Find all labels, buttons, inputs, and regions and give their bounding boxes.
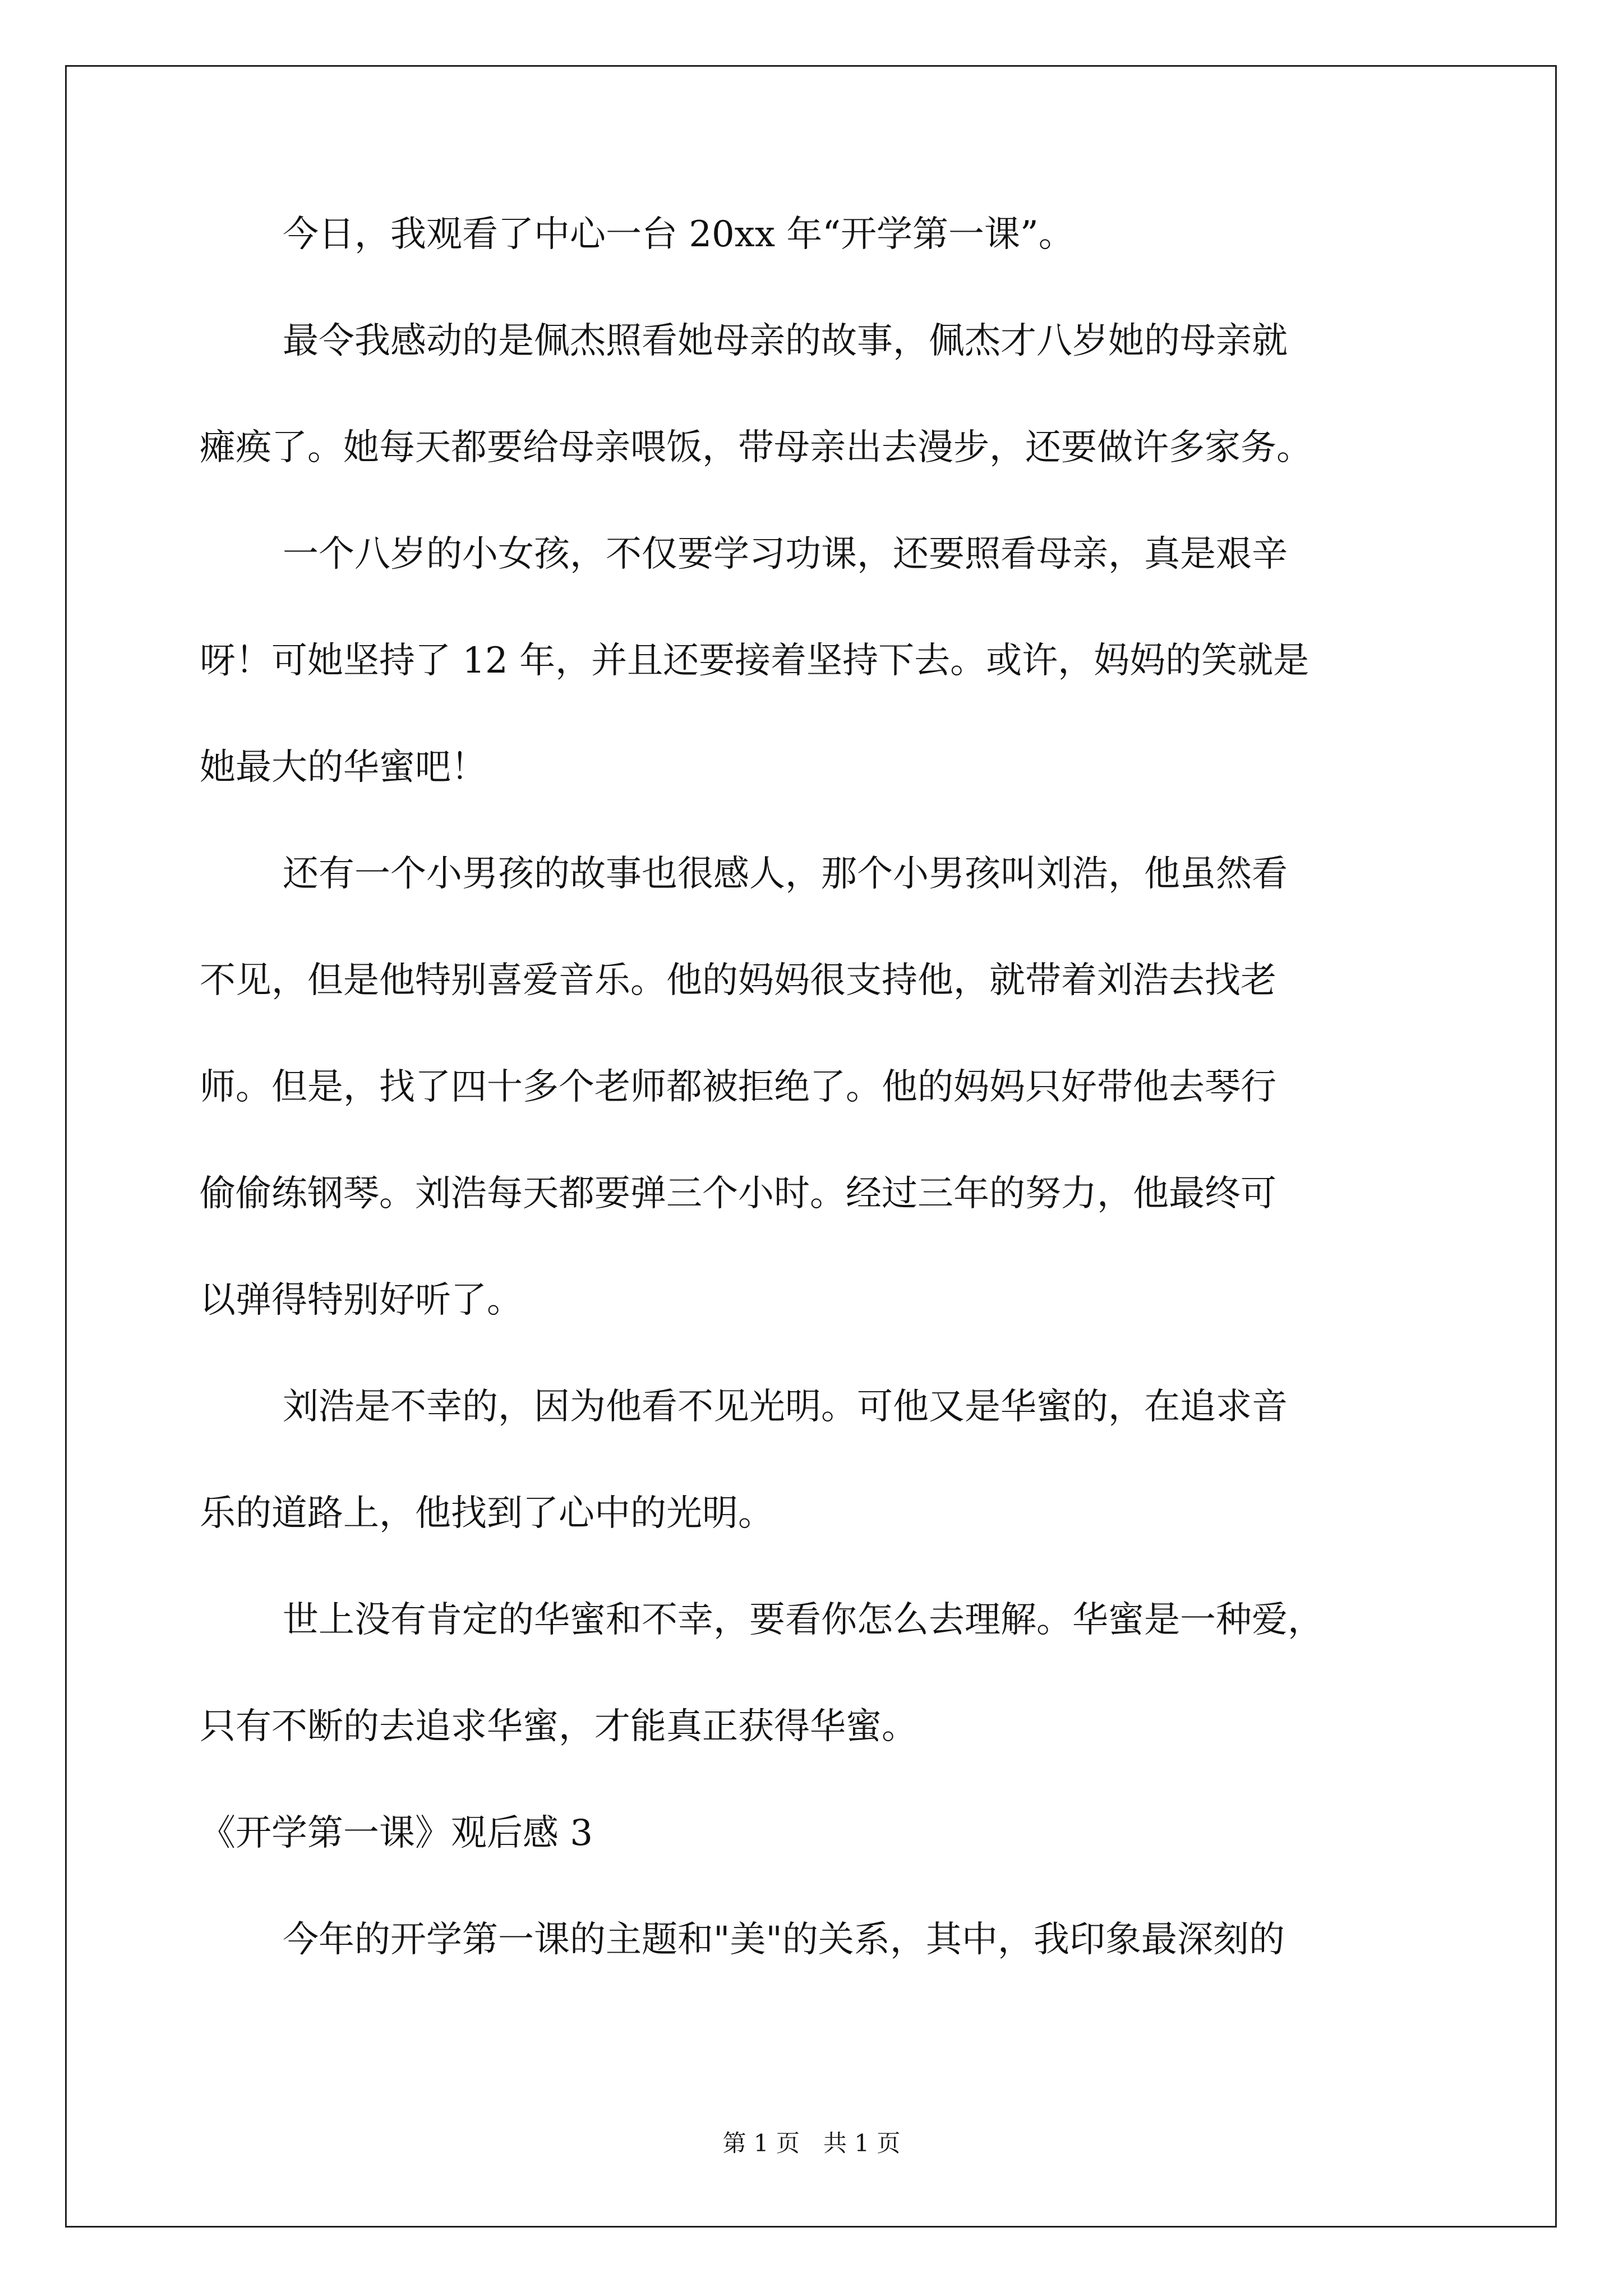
paragraph-line: 还有一个小男孩的故事也很感人，那个小男孩叫刘浩，他虽然看 <box>283 853 1288 895</box>
paragraph-line: 师。但是，找了四十多个老师都被拒绝了。他的妈妈只好带他去琴行 <box>200 1066 1276 1108</box>
paragraph-line: 乐的道路上，他找到了心中的光明。 <box>200 1493 774 1534</box>
paragraph-3 <box>200 527 1428 794</box>
paragraph-line: 只有不断的去追求华蜜，才能真正获得华蜜。 <box>200 1706 917 1747</box>
paragraph-1 <box>200 208 1428 261</box>
paragraph-line: 呀！可她坚持了 12 年，并且还要接着坚持下去。或许，妈妈的笑就是 <box>200 640 1310 682</box>
paragraph-line: 偷偷练钢琴。刘浩每天都要弹三个小时。经过三年的努力，他最终可 <box>200 1173 1276 1214</box>
section-heading: 《开学第一课》观后感 3 <box>200 1812 593 1854</box>
document-body <box>200 208 1428 2019</box>
paragraph-line: 刘浩是不幸的，因为他看不见光明。可他又是华蜜的，在追求音 <box>283 1386 1288 1428</box>
paragraph-line: 今年的开学第一课的主题和"美"的关系，其中，我印象最深刻的 <box>283 1919 1285 1961</box>
paragraph-2 <box>200 314 1428 475</box>
paragraph-line: 最令我感动的是佩杰照看她母亲的故事，佩杰才八岁她的母亲就 <box>283 320 1288 362</box>
paragraph-line: 她最大的华蜜吧！ <box>200 747 487 788</box>
paragraph-line: 一个八岁的小女孩，不仅要学习功课，还要照看母亲，真是艰辛 <box>283 533 1288 575</box>
paragraph-4 <box>200 847 1428 1327</box>
paragraph-5 <box>200 1380 1428 1540</box>
paragraph-6 <box>200 1593 1428 1754</box>
paragraph-7 <box>200 1913 1428 1967</box>
paragraph-line: 瘫痪了。她每天都要给母亲喂饭，带母亲出去漫步，还要做许多家务。 <box>200 427 1312 468</box>
page-number-footer: 第 1 页 共 1 页 <box>722 2129 901 2157</box>
paragraph-line: 不见，但是他特别喜爱音乐。他的妈妈很支持他，就带着刘浩去找老 <box>200 960 1276 1001</box>
paragraph-line: 以弹得特别好听了。 <box>200 1280 523 1321</box>
paragraph-line: 今日，我观看了中心一台 20xx 年“开学第一课”。 <box>283 214 1075 255</box>
paragraph-line: 世上没有肯定的华蜜和不幸，要看你怎么去理解。华蜜是一种爱， <box>283 1599 1324 1641</box>
